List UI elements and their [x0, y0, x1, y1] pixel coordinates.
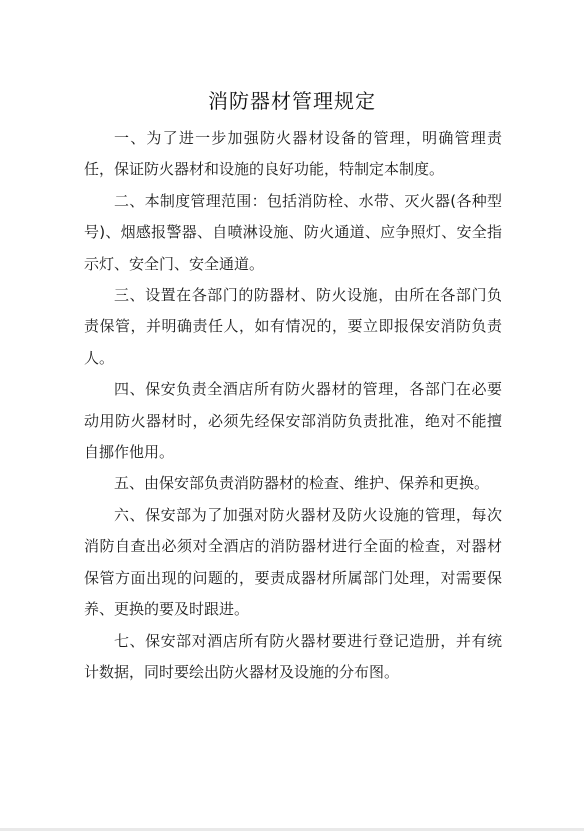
paragraph-6: 六、保安部为了加强对防火器材及防火设施的管理，每次消防自查出必须对全酒店的消防器材进行全面的检查，对器材保管方面出现的问题的，要责成器材所属部门处理，对需要保养、更换的要及时跟进。	[84, 505, 502, 619]
paragraph-5: 五、由保安部负责消防器材的检查、维护、保养和更换。	[114, 474, 490, 493]
document-body	[84, 123, 502, 688]
paragraph-3: 三、设置在各部门的防器材、防火设施，由所在各部门负责保管，并明确责任人，如有情况的，要立即报保安消防负责人。	[84, 286, 502, 367]
paragraph-2: 二、本制度管理范围：包括消防栓、水带、灭火器(各种型号)、烟感报警器、自喷淋设施、防火通道、应争照灯、安全指示灯、安全门、安全通道。	[84, 191, 502, 273]
document-title: 消防器材管理规定	[208, 89, 376, 113]
paragraph-4: 四、保安负责全酒店所有防火器材的管理，各部门在必要动用防火器材时，必须先经保安部消防负责批准，绝对不能擅自挪作他用。	[84, 380, 502, 462]
paragraph-7: 七、保安部对酒店所有防火器材要进行登记造册，并有统计数据，同时要绘出防火器材及设施的分布图。	[84, 631, 502, 681]
paragraph-1: 一、为了进一步加强防火器材设备的管理，明确管理责任，保证防火器材和设施的良好功能，特制定本制度。	[84, 129, 502, 179]
